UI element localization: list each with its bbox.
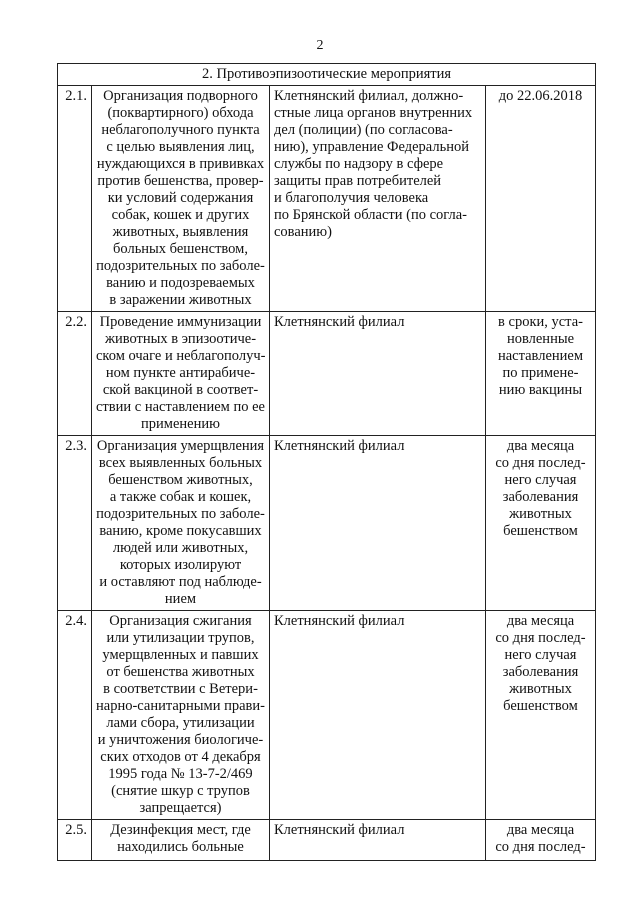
row-number: 2.4. (58, 611, 92, 820)
cell-text-line: стные лица органов внутренних (274, 105, 473, 121)
cell-text-line: нию вакцины (498, 382, 583, 398)
activity-cell (92, 611, 270, 820)
cell-text-line: Организация сжигания (109, 613, 252, 629)
table-row (58, 436, 596, 611)
cell-text-line: два месяца (506, 822, 575, 838)
table-row (58, 312, 596, 436)
cell-text-line: службы по надзору в сфере (274, 156, 444, 172)
row-number: 2.1. (58, 86, 92, 312)
cell-text-line: ском очаге и неблагополуч- (96, 348, 266, 364)
cell-text-line: ской вакциной в соответ- (102, 382, 259, 398)
deadline-cell (486, 436, 596, 611)
cell-text-line: собак, кошек и других (111, 207, 250, 223)
cell-text-line: ванию и подозреваемых (106, 275, 255, 291)
executor-cell (270, 86, 486, 312)
cell-text-line: дел (полиции) (по согласова- (274, 122, 453, 138)
cell-text-line: и оставляют под наблюде- (99, 574, 262, 590)
deadline-cell (486, 312, 596, 436)
deadline-cell (486, 611, 596, 820)
section-title: 2. Противоэпизоотические мероприятия (58, 64, 596, 86)
cell-text-line: животных (509, 506, 572, 522)
cell-text-line: в заражении животных (109, 292, 252, 308)
executor-cell (270, 820, 486, 861)
cell-text-line: бешенством животных, (108, 472, 253, 488)
cell-text-line: наставлением (497, 348, 584, 364)
cell-text-line: против бешенства, провер- (97, 173, 264, 189)
cell-text-line: неблагополучного пункта (101, 122, 260, 138)
table-row (58, 820, 596, 861)
activity-cell (92, 86, 270, 312)
cell-text-line: подозрительных по заболе- (96, 506, 265, 522)
activity-cell (92, 312, 270, 436)
cell-text-line: него случая (504, 647, 577, 663)
cell-text-line: бешенством (503, 523, 578, 539)
cell-text-line: по Брянской области (по согла- (274, 207, 467, 223)
deadline-cell (486, 86, 596, 312)
cell-text-line: или утилизации трупов, (106, 630, 255, 646)
cell-text-line: с целью выявления лиц, (106, 139, 255, 155)
cell-text-line: Клетнянский филиал (274, 438, 405, 454)
cell-text-line: Клетнянский филиал (274, 822, 405, 838)
cell-text-line: в соответствии с Ветери- (103, 681, 258, 697)
cell-text-line: нуждающихся в прививках (96, 156, 265, 172)
cell-text-line: (снятие шкур с трупов (111, 783, 250, 799)
cell-text-line: умерщвленных и павших (102, 647, 259, 663)
cell-text-line: бешенством (503, 698, 578, 714)
cell-text-line: Организация подворного (103, 88, 258, 104)
cell-text-line: и уничтожения биологиче- (97, 732, 264, 748)
cell-text-line: два месяца (506, 613, 575, 629)
cell-text-line: а также собак и кошек, (109, 489, 252, 505)
cell-text-line: со дня послед- (495, 630, 586, 646)
cell-text-line: больных бешенством, (113, 241, 248, 257)
cell-text-line: (поквартирного) обхода (107, 105, 254, 121)
cell-text-line: нием (164, 591, 197, 607)
row-number: 2.3. (58, 436, 92, 611)
cell-text-line: нарно-санитарными прави- (96, 698, 265, 714)
cell-text-line: запрещается) (139, 800, 222, 816)
cell-text-line: 1995 года № 13-7-2/469 (108, 766, 253, 782)
cell-text-line: заболевания (502, 489, 579, 505)
cell-text-line: от бешенства животных (106, 664, 255, 680)
page-number: 2 (316, 38, 324, 53)
measures-table (57, 63, 596, 861)
cell-text-line: Дезинфекция мест, где (110, 822, 251, 838)
cell-text-line: по примене- (502, 365, 579, 381)
cell-text-line: ствии с наставлением по ее (96, 399, 265, 415)
cell-text-line: животных в эпизоотиче- (104, 331, 257, 347)
cell-text-line: животных, выявления (112, 224, 249, 240)
cell-text-line: лами сбора, утилизации (106, 715, 255, 731)
cell-text-line: Клетнянский филиал, должно- (274, 88, 464, 104)
section-header-row (58, 64, 596, 86)
cell-text-line: заболевания (502, 664, 579, 680)
cell-text-line: ванию, кроме покусавших (99, 523, 262, 539)
cell-text-line: животных (509, 681, 572, 697)
cell-text-line: в сроки, уста- (498, 314, 583, 330)
table-row (58, 611, 596, 820)
executor-cell (270, 312, 486, 436)
row-number: 2.2. (58, 312, 92, 436)
cell-text-line: нию), управление Федеральной (274, 139, 469, 155)
activity-cell (92, 820, 270, 861)
cell-text-line: и благополучия человека (274, 190, 429, 206)
cell-text-line: которых изолируют (119, 557, 242, 573)
deadline-cell (486, 820, 596, 861)
cell-text-line: людей или животных, (112, 540, 249, 556)
table-row (58, 86, 596, 312)
cell-text-line: ном пункте антирабиче- (105, 365, 256, 381)
cell-text-line: ских отходов от 4 декабря (100, 749, 261, 765)
cell-text-line: Организация умерщвления (96, 438, 265, 454)
cell-text-line: сованию) (274, 224, 332, 240)
cell-text-line: два месяца (506, 438, 575, 454)
executor-cell (270, 436, 486, 611)
cell-text-line: Проведение иммунизации (99, 314, 262, 330)
cell-text-line: находились больные (117, 839, 244, 855)
cell-text-line: всех выявленных больных (98, 455, 263, 471)
cell-text-line: защиты прав потребителей (274, 173, 442, 189)
cell-text-line: Клетнянский филиал (274, 314, 405, 330)
cell-text-line: со дня послед- (495, 455, 586, 471)
cell-text-line: новленные (506, 331, 575, 347)
cell-text-line: применению (141, 416, 220, 432)
row-number: 2.5. (58, 820, 92, 861)
cell-text-line: него случая (504, 472, 577, 488)
cell-text-line: Клетнянский филиал (274, 613, 405, 629)
cell-text-line: ки условий содержания (107, 190, 254, 206)
cell-text-line: подозрительных по заболе- (96, 258, 265, 274)
executor-cell (270, 611, 486, 820)
cell-text-line: до 22.06.2018 (498, 88, 583, 104)
cell-text-line: со дня послед- (495, 839, 586, 855)
activity-cell (92, 436, 270, 611)
